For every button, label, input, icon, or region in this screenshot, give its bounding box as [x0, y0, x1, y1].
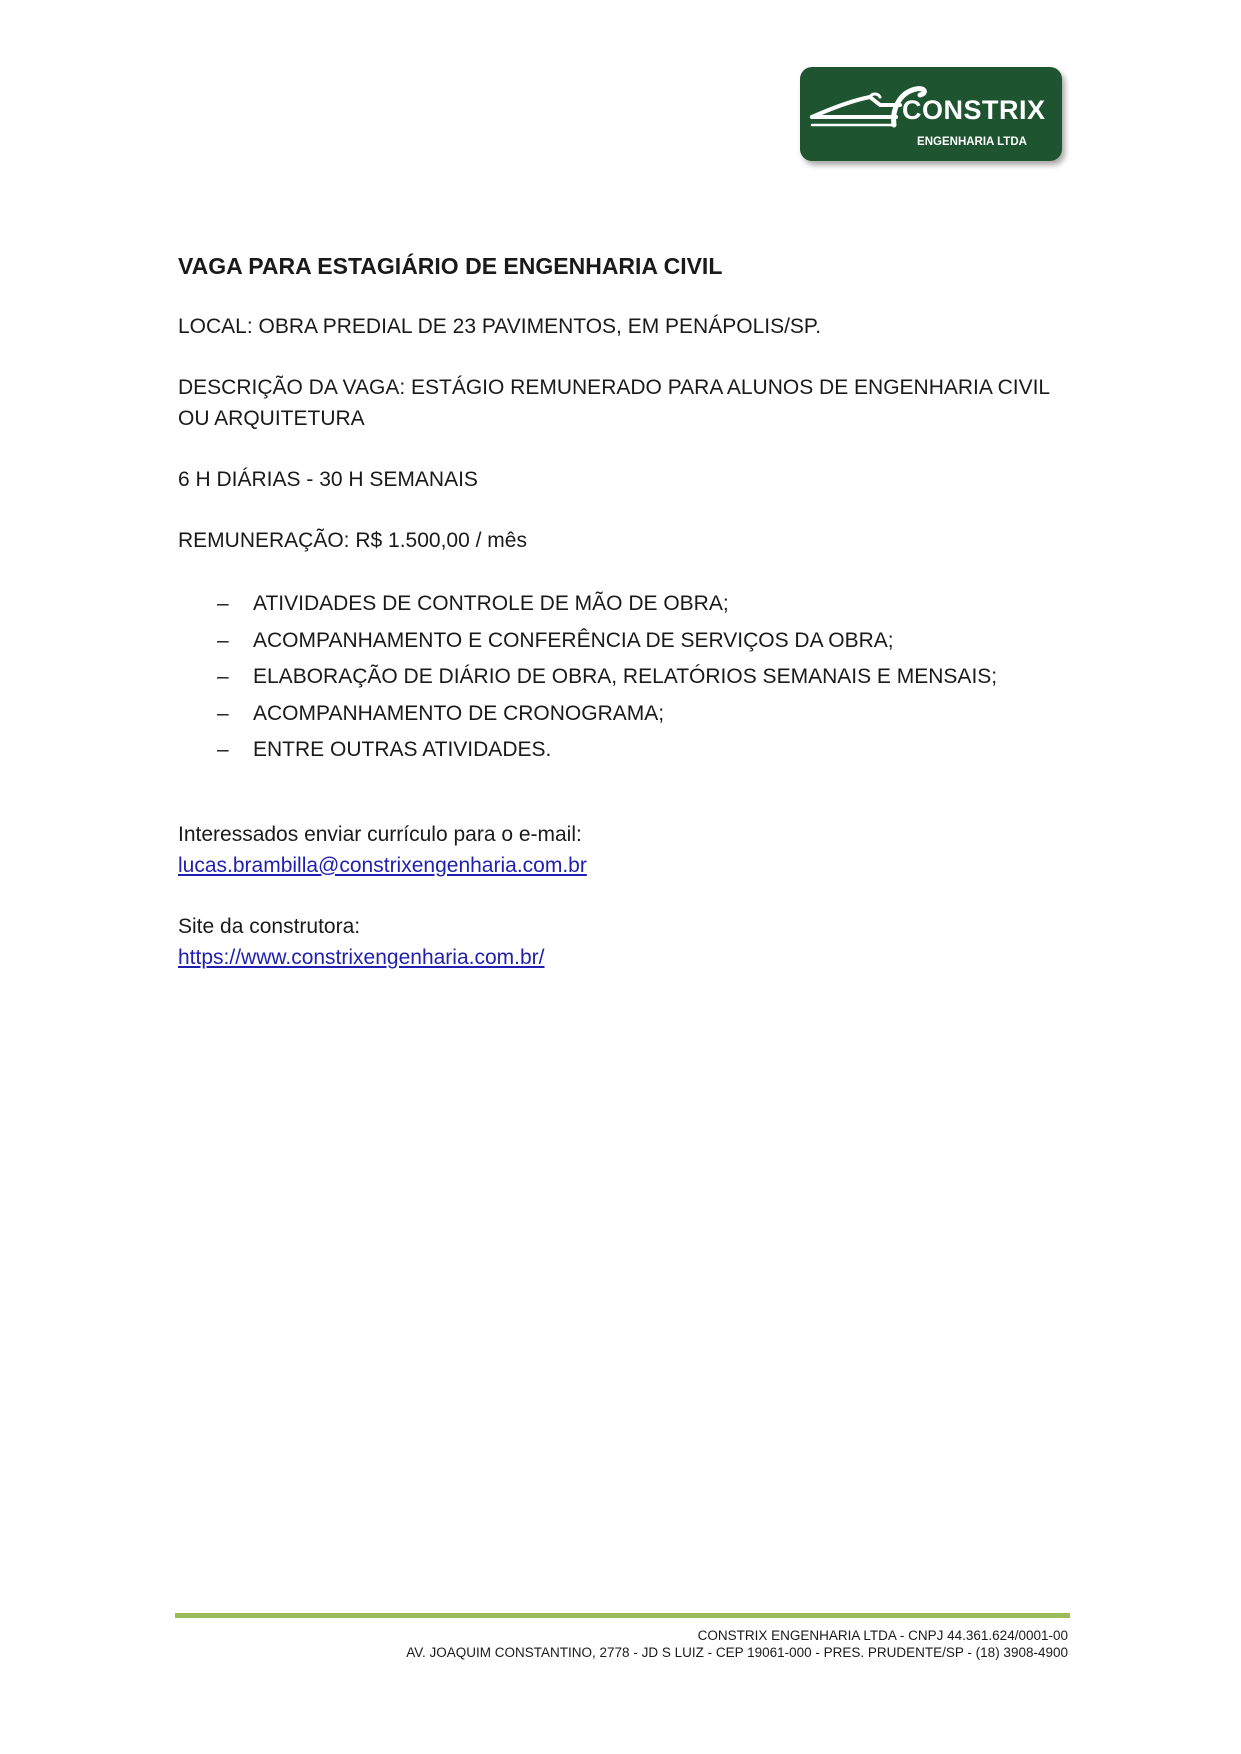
job-description: DESCRIÇÃO DA VAGA: ESTÁGIO REMUNERADO PARA ALUNOS DE ENGENHARIA CIVIL OU ARQUITETURA — [178, 376, 1050, 430]
footer-address-line: AV. JOAQUIM CONSTANTINO, 2778 - JD S LUIZ - CEP 19061-000 - PRES. PRUDENTE/SP - (18) 3908-4900 — [406, 1645, 1068, 1660]
activity-text: ACOMPANHAMENTO DE CRONOGRAMA; — [253, 701, 665, 725]
activity-text: ATIVIDADES DE CONTROLE DE MÃO DE OBRA; — [253, 592, 729, 615]
activity-text: ENTRE OUTRAS ATIVIDADES. — [253, 738, 552, 761]
email-section — [178, 819, 1078, 881]
job-location: LOCAL: OBRA PREDIAL DE 23 PAVIMENTOS, EM PENÁPOLIS/SP. — [178, 315, 822, 338]
activities-list — [178, 586, 1078, 769]
email-link[interactable]: lucas.brambilla@constrixengenharia.com.br — [178, 853, 587, 877]
list-item — [178, 623, 1078, 660]
site-link[interactable]: https://www.constrixengenharia.com.br/ — [178, 945, 545, 969]
dash-bullet-icon: – — [217, 628, 229, 652]
document-body — [178, 250, 1078, 1003]
activity-text: ELABORAÇÃO DE DIÁRIO DE OBRA, RELATÓRIOS SEMANAIS E MENSAIS; — [253, 665, 998, 688]
logo-name: CONSTRIX — [902, 95, 1046, 125]
list-item — [178, 586, 1078, 623]
list-item — [178, 732, 1078, 769]
site-label: Site da construtora: — [178, 914, 361, 938]
dash-bullet-icon: – — [217, 701, 229, 725]
dash-bullet-icon: – — [217, 665, 229, 688]
activity-text: ACOMPANHAMENTO E CONFERÊNCIA DE SERVIÇOS DA OBRA; — [253, 628, 894, 652]
job-salary: REMUNERAÇÃO: R$ 1.500,00 / mês — [178, 529, 527, 552]
company-logo — [800, 67, 1062, 161]
job-hours: 6 H DIÁRIAS - 30 H SEMANAIS — [178, 468, 478, 491]
list-item — [178, 659, 1078, 696]
footer-divider — [175, 1613, 1070, 1618]
logo-subtitle: ENGENHARIA LTDA — [917, 136, 1027, 148]
footer — [406, 1627, 1068, 1661]
footer-company-line: CONSTRIX ENGENHARIA LTDA - CNPJ 44.361.624/0001-00 — [697, 1628, 1068, 1643]
dash-bullet-icon: – — [217, 738, 229, 761]
site-section — [178, 911, 1078, 973]
job-title: VAGA PARA ESTAGIÁRIO DE ENGENHARIA CIVIL — [178, 253, 723, 279]
dash-bullet-icon: – — [217, 592, 229, 615]
email-label: Interessados enviar currículo para o e-mail: — [178, 822, 582, 846]
list-item — [178, 696, 1078, 733]
